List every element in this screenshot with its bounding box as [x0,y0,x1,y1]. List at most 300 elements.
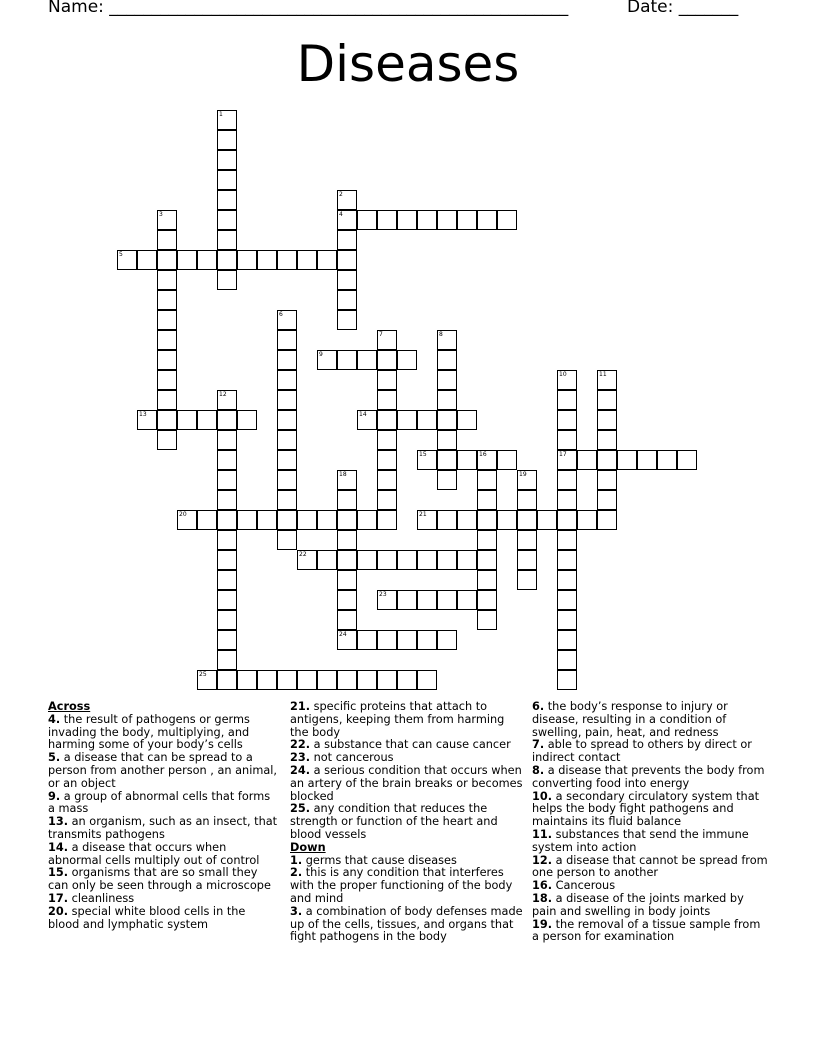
crossword-cell[interactable] [317,670,337,690]
crossword-cell[interactable] [457,450,477,470]
crossword-cell[interactable] [377,470,397,490]
clue-number-label: 18 [339,471,347,478]
crossword-cell[interactable] [597,410,617,430]
crossword-cell[interactable] [177,510,197,530]
clue-number-label: 22 [299,551,307,558]
crossword-cell[interactable] [437,510,457,530]
clue-text: Cancerous [552,879,616,893]
clue-text: special white blood cells in the blood and lymphatic system [48,904,246,931]
across-clue [48,752,280,790]
crossword-cell[interactable] [377,390,397,410]
clue-number-label: 1 [219,111,223,118]
crossword-cell[interactable] [157,290,177,310]
name-field-line[interactable]: Name: ______________________________________________________ [48,0,569,17]
crossword-cell[interactable] [217,590,237,610]
clue-number-label: 12 [219,391,227,398]
clue-number-label: 15 [419,451,427,458]
crossword-cell[interactable] [277,350,297,370]
crossword-cell[interactable] [337,310,357,330]
crossword-cell[interactable] [337,470,357,490]
crossword-cell[interactable] [437,210,457,230]
crossword-cell[interactable] [237,410,257,430]
crossword-cell[interactable] [377,430,397,450]
crossword-cell[interactable] [217,630,237,650]
clue-text: any condition that reduces the strength or function of the heart and blood vessels [290,802,498,841]
clue-text: specific proteins that attach to antigens, keeping them from harming the body [290,700,505,739]
clue-text: this is any condition that interferes with the proper functioning of the body and mind [290,866,513,905]
crossword-cell[interactable] [477,470,497,490]
across-clue [48,714,280,752]
crossword-cell[interactable] [217,150,237,170]
clue-text: the result of pathogens or germs invading the body, multiplying, and harming some of your body’s cells [48,712,250,752]
crossword-cell[interactable] [477,570,497,590]
crossword-cell[interactable] [437,330,457,350]
crossword-cell[interactable] [517,550,537,570]
crossword-cell[interactable] [277,410,297,430]
down-clue [290,906,526,944]
crossword-cell[interactable] [557,370,577,390]
crossword-cell[interactable] [437,630,457,650]
crossword-cell[interactable] [417,670,437,690]
crossword-cell[interactable] [637,450,657,470]
crossword-cell[interactable] [497,510,517,530]
clue-number-label: 24 [339,631,347,638]
crossword-cell[interactable] [277,430,297,450]
date-field-line[interactable]: Date: _______ [627,0,739,17]
crossword-cell[interactable] [377,590,397,610]
crossword-cell[interactable] [397,670,417,690]
crossword-cell[interactable] [217,210,237,230]
clue-number-label: 20 [179,511,187,518]
crossword-cell[interactable] [217,450,237,470]
across-clue [290,803,526,841]
crossword-cell[interactable] [397,550,417,570]
crossword-cell[interactable] [497,450,517,470]
clue-number: 6. [532,700,545,713]
clue-number-label: 11 [599,371,607,378]
crossword-cell[interactable] [237,670,257,690]
clue-number-label: 13 [139,411,147,418]
crossword-cell[interactable] [157,350,177,370]
crossword-cell[interactable] [157,270,177,290]
crossword-cell[interactable] [617,450,637,470]
crossword-cell[interactable] [477,450,497,470]
clue-text: organisms that are so small they can only be seen through a microscope [48,866,271,893]
crossword-cell[interactable] [277,310,297,330]
crossword-cell[interactable] [557,410,577,430]
crossword-cell[interactable] [557,490,577,510]
crossword-cell[interactable] [597,490,617,510]
crossword-cell[interactable] [557,670,577,690]
crossword-cell[interactable] [557,510,577,530]
clue-number: 23. [290,751,311,765]
crossword-cell[interactable] [357,510,377,530]
crossword-cell[interactable] [457,590,477,610]
crossword-cell[interactable] [277,510,297,530]
crossword-cell[interactable] [257,510,277,530]
crossword-cell[interactable] [517,490,537,510]
clue-number: 12. [532,853,553,867]
crossword-cell[interactable] [217,490,237,510]
crossword-cell[interactable] [337,490,357,510]
crossword-cell[interactable] [217,250,237,270]
crossword-cell[interactable] [377,630,397,650]
crossword-cell[interactable] [397,590,417,610]
across-clue [48,816,280,842]
crossword-cell[interactable] [337,550,357,570]
crossword-cell[interactable] [417,510,437,530]
clue-number: 2. [290,866,303,880]
crossword-cell[interactable] [597,390,617,410]
clue-column-3 [532,701,768,944]
crossword-cell[interactable] [457,550,477,570]
crossword-cell[interactable] [337,190,357,210]
clue-column-1 [48,701,280,931]
crossword-cell[interactable] [137,250,157,270]
crossword-cell[interactable] [337,250,357,270]
crossword-cell[interactable] [477,530,497,550]
crossword-cell[interactable] [217,170,237,190]
crossword-cell[interactable] [477,610,497,630]
crossword-cell[interactable] [157,390,177,410]
clue-text: a disease that cannot be spread from one person to another [532,853,768,880]
crossword-cell[interactable] [277,490,297,510]
clue-number: 24. [290,763,311,777]
crossword-cell[interactable] [397,350,417,370]
crossword-cell[interactable] [217,190,237,210]
crossword-cell[interactable] [557,430,577,450]
crossword-cell[interactable] [337,210,357,230]
crossword-cell[interactable] [477,550,497,570]
crossword-cell[interactable] [597,430,617,450]
across-clue [48,791,280,817]
crossword-cell[interactable] [517,470,537,490]
across-clue [48,842,280,868]
crossword-cell[interactable] [337,510,357,530]
clue-number: 5. [48,751,61,765]
crossword-cell[interactable] [437,430,457,450]
clue-number: 22. [290,738,311,752]
crossword-cell[interactable] [137,410,157,430]
crossword-cell[interactable] [337,350,357,370]
crossword-cell[interactable] [517,530,537,550]
crossword-cell[interactable] [377,550,397,570]
crossword-cell[interactable] [177,410,197,430]
crossword-cell[interactable] [577,510,597,530]
crossword-cell[interactable] [237,250,257,270]
crossword-cell[interactable] [517,510,537,530]
crossword-cell[interactable] [377,510,397,530]
clue-text: a serious condition that occurs when an artery of the brain breaks or becomes blocked [290,763,523,803]
crossword-cell[interactable] [277,370,297,390]
crossword-cell[interactable] [457,410,477,430]
clue-number-label: 10 [559,371,567,378]
crossword-cell[interactable] [437,370,457,390]
across-heading: Across [48,700,91,713]
crossword-cell[interactable] [377,330,397,350]
crossword-cell[interactable] [557,610,577,630]
clue-number: 7. [532,738,545,752]
clue-text: a secondary circulatory system that helps the body fight pathogens and maintains its fluid balance [532,789,760,829]
crossword-cell[interactable] [557,590,577,610]
crossword-cell[interactable] [377,410,397,430]
crossword-cell[interactable] [337,570,357,590]
clue-number: 14. [48,840,69,854]
crossword-cell[interactable] [557,630,577,650]
clue-number-label: 9 [319,351,323,358]
crossword-cell[interactable] [577,450,597,470]
crossword-cell[interactable] [477,210,497,230]
crossword-cell[interactable] [417,210,437,230]
clue-number-label: 5 [119,251,123,258]
clue-number-label: 16 [479,451,487,458]
crossword-cell[interactable] [657,450,677,470]
crossword-cell[interactable] [357,550,377,570]
clue-number: 10. [532,789,553,803]
clue-number: 21. [290,700,311,713]
crossword-cell[interactable] [277,250,297,270]
crossword-cell[interactable] [557,550,577,570]
crossword-cell[interactable] [237,510,257,530]
crossword-cell[interactable] [557,470,577,490]
crossword-cell[interactable] [457,210,477,230]
crossword-cell[interactable] [417,450,437,470]
crossword-cell[interactable] [297,250,317,270]
crossword-cell[interactable] [217,670,237,690]
crossword-cell[interactable] [417,590,437,610]
clue-number-label: 7 [379,331,383,338]
crossword-cell[interactable] [297,510,317,530]
crossword-cell[interactable] [277,670,297,690]
crossword-cell[interactable] [217,610,237,630]
crossword-cell[interactable] [337,610,357,630]
crossword-cell[interactable] [557,570,577,590]
crossword-cell[interactable] [217,390,237,410]
down-clue [532,829,768,855]
crossword-cell[interactable] [357,630,377,650]
clue-number: 25. [290,802,311,816]
crossword-cell[interactable] [157,330,177,350]
crossword-cell[interactable] [377,350,397,370]
crossword-cell[interactable] [557,650,577,670]
crossword-cell[interactable] [337,590,357,610]
clue-text: a disease that occurs when abnormal cells multiply out of control [48,840,260,867]
crossword-cell[interactable] [277,450,297,470]
crossword-cell[interactable] [157,210,177,230]
crossword-cell[interactable] [397,210,417,230]
crossword-cell[interactable] [157,370,177,390]
crossword-cell[interactable] [557,450,577,470]
crossword-cell[interactable] [157,430,177,450]
clue-number: 8. [532,763,545,777]
crossword-cell[interactable] [557,390,577,410]
clue-number: 13. [48,815,69,829]
across-clue [48,867,280,893]
clue-text: cleanliness [68,891,135,905]
crossword-cell[interactable] [397,410,417,430]
down-clue [290,867,526,905]
crossword-cell[interactable] [317,510,337,530]
clue-text: the body’s response to injury or disease, resulting in a condition of swelling, pain, heat, and redness [532,700,728,739]
crossword-cell[interactable] [197,250,217,270]
crossword-cell[interactable] [217,130,237,150]
crossword-cell[interactable] [217,510,237,530]
clue-number-label: 14 [359,411,367,418]
clue-number-label: 8 [439,331,443,338]
crossword-cell[interactable] [297,550,317,570]
crossword-cell[interactable] [457,510,477,530]
crossword-cell[interactable] [217,570,237,590]
down-clue [532,765,768,791]
crossword-cell[interactable] [217,470,237,490]
down-clue [532,855,768,881]
crossword-cell[interactable] [597,450,617,470]
crossword-cell[interactable] [337,530,357,550]
crossword-cell[interactable] [437,470,457,490]
clue-text: not cancerous [310,751,394,765]
crossword-cell[interactable] [437,590,457,610]
crossword-cell[interactable] [297,670,317,690]
crossword-cell[interactable] [317,250,337,270]
crossword-cell[interactable] [157,250,177,270]
crossword-cell[interactable] [217,270,237,290]
clue-number-label: 25 [199,671,207,678]
crossword-cell[interactable] [557,530,577,550]
crossword-cell[interactable] [337,670,357,690]
clue-number: 17. [48,891,69,905]
crossword-cell[interactable] [117,250,137,270]
clue-number: 11. [532,827,553,841]
clue-number-label: 3 [159,211,163,218]
crossword-cell[interactable] [437,350,457,370]
clue-number: 15. [48,866,69,880]
clue-text: able to spread to others by direct or indirect contact [532,738,752,765]
crossword-cell[interactable] [417,550,437,570]
crossword-cell[interactable] [437,450,457,470]
crossword-cell[interactable] [357,350,377,370]
clue-text: the removal of a tissue sample from a person for examination [532,917,761,944]
clue-number: 9. [48,789,61,803]
crossword-cell[interactable] [277,330,297,350]
crossword-cell[interactable] [337,630,357,650]
crossword-cell[interactable] [217,110,237,130]
clue-text: a group of abnormal cells that forms a mass [48,789,271,816]
down-clue [532,893,768,919]
crossword-cell[interactable] [377,370,397,390]
crossword-cell[interactable] [337,270,357,290]
crossword-cell[interactable] [597,510,617,530]
crossword-cell[interactable] [437,410,457,430]
crossword-cell[interactable] [377,210,397,230]
crossword-cell[interactable] [417,410,437,430]
crossword-cell[interactable] [277,390,297,410]
clue-number-label: 6 [279,311,283,318]
clue-text: a combination of body defenses made up of the cells, tissues, and organs that fight pathogens in the body [290,904,523,944]
crossword-cell[interactable] [477,490,497,510]
crossword-cell[interactable] [677,450,697,470]
crossword-cell[interactable] [357,670,377,690]
crossword-cell[interactable] [397,630,417,650]
crossword-cell[interactable] [497,210,517,230]
crossword-cell[interactable] [157,310,177,330]
crossword-cell[interactable] [197,670,217,690]
crossword-cell[interactable] [437,550,457,570]
page-title: Diseases [296,35,520,93]
crossword-cell[interactable] [217,410,237,430]
crossword-cell[interactable] [357,210,377,230]
crossword-cell[interactable] [257,250,277,270]
down-clue [532,791,768,829]
crossword-cell[interactable] [597,370,617,390]
down-heading: Down [290,840,326,854]
clue-number-label: 19 [519,471,527,478]
crossword-cell[interactable] [337,230,357,250]
crossword-cell[interactable] [477,510,497,530]
clue-text: substances that send the immune system into action [532,827,749,854]
clue-number: 19. [532,917,553,931]
crossword-cell[interactable] [377,490,397,510]
clue-number-label: 23 [379,591,387,598]
crossword-cell[interactable] [217,230,237,250]
clue-number: 18. [532,891,553,905]
clue-number-label: 4 [339,211,343,218]
clue-number: 4. [48,712,61,726]
across-clue [48,906,280,932]
crossword-cell[interactable] [217,550,237,570]
clue-number: 3. [290,904,303,918]
clue-text: a substance that can cause cancer [310,738,511,752]
crossword-cell[interactable] [597,470,617,490]
crossword-cell[interactable] [197,410,217,430]
clue-number: 20. [48,904,69,918]
crossword-cell[interactable] [157,410,177,430]
clue-number-label: 21 [419,511,427,518]
crossword-cell[interactable] [157,230,177,250]
clue-column-2 [290,701,526,944]
down-clue [532,701,768,739]
crossword-cell[interactable] [257,670,277,690]
down-clue [532,739,768,765]
crossword-cell[interactable] [317,550,337,570]
across-clue [290,765,526,803]
crossword-cell[interactable] [277,470,297,490]
clue-number-label: 17 [559,451,567,458]
crossword-cell[interactable] [217,650,237,670]
clue-text: an organism, such as an insect, that transmits pathogens [48,815,278,841]
clue-text: germs that cause diseases [302,853,457,867]
crossword-cell[interactable] [217,530,237,550]
clue-text: a disease that can be spread to a person from another person , an animal, or an object [48,751,278,790]
crossword-cell[interactable] [417,630,437,650]
crossword-cell[interactable] [277,530,297,550]
crossword-cell[interactable] [337,290,357,310]
crossword-cell[interactable] [317,350,337,370]
crossword-cell[interactable] [377,670,397,690]
crossword-cell[interactable] [357,410,377,430]
crossword-cell[interactable] [437,390,457,410]
clue-text: a disease of the joints marked by pain and swelling in body joints [532,891,744,918]
crossword-cell[interactable] [377,450,397,470]
crossword-cell[interactable] [517,570,537,590]
crossword-cell[interactable] [197,510,217,530]
crossword-cell[interactable] [177,250,197,270]
crossword-cell[interactable] [537,510,557,530]
down-clue [532,919,768,945]
clue-number: 1. [290,853,303,867]
crossword-cell[interactable] [477,590,497,610]
across-clue [290,701,526,739]
crossword-cell[interactable] [217,430,237,450]
